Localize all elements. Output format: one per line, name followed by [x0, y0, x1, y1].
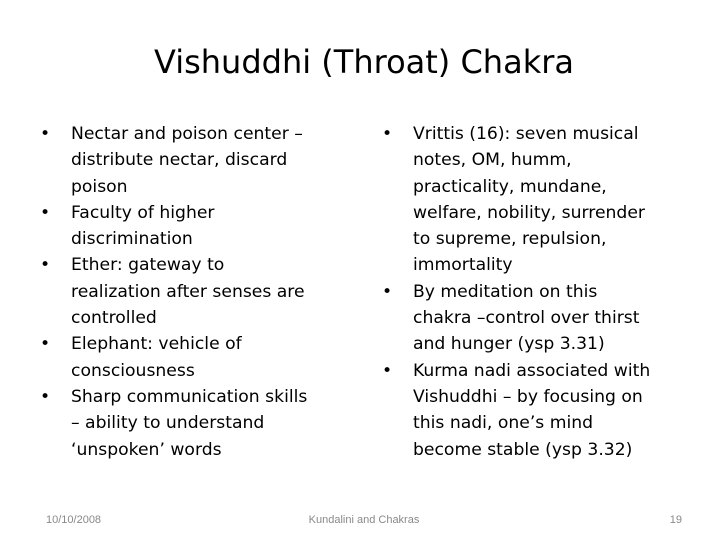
- bullet-point-icon: •: [382, 124, 393, 144]
- bullet-item: [382, 358, 698, 463]
- bullet-text: Nectar and poison center – distribute nectar, discard poison: [71, 124, 303, 197]
- footer-title: Kundalini and Chakras: [308, 514, 420, 526]
- bullet-text: Sharp communication skills – ability to understand ‘unspoken’ words: [71, 386, 308, 460]
- bullet-point-icon: •: [382, 281, 393, 302]
- bullet-text: By meditation on this chakra –control over thirst and hunger (ysp 3.31): [413, 281, 640, 355]
- bullet-text: Ether: gateway to realization after senses are controlled: [71, 255, 305, 329]
- bullet-item: [40, 331, 350, 384]
- footer-date: 10/10/2008: [46, 514, 102, 526]
- bullet-item: [382, 121, 698, 279]
- slide-title: Vishuddhi (Throat) Chakra: [154, 43, 574, 81]
- bullet-point-icon: •: [40, 334, 51, 355]
- bullet-item: [40, 252, 350, 331]
- bullet-point-icon: •: [40, 255, 51, 276]
- bullet-text: Elephant: vehicle of consciousness: [71, 334, 242, 381]
- bullet-point-icon: •: [382, 360, 393, 381]
- bullet-text: Kurma nadi associated with Vishuddhi – by focusing on this nadi, one’s mind become stable (ysp 3.32): [413, 360, 651, 460]
- bullet-text: Vrittis (16): seven musical notes, OM, humm, practicality, mundane, welfare, nobility, surrender to supreme, repulsion, immortality: [413, 124, 645, 276]
- bullet-item: [40, 200, 350, 253]
- bullet-item: [40, 121, 350, 200]
- bullet-text: Faculty of higher discrimination: [71, 202, 215, 250]
- bullet-item: [382, 279, 698, 358]
- right-bullet-list: [382, 121, 698, 463]
- footer-page-number: 19: [669, 514, 682, 526]
- left-bullet-list: [40, 121, 350, 463]
- bullet-item: [40, 384, 350, 463]
- bullet-point-icon: •: [40, 202, 51, 223]
- bullet-point-icon: •: [40, 124, 51, 144]
- bullet-point-icon: •: [40, 386, 51, 407]
